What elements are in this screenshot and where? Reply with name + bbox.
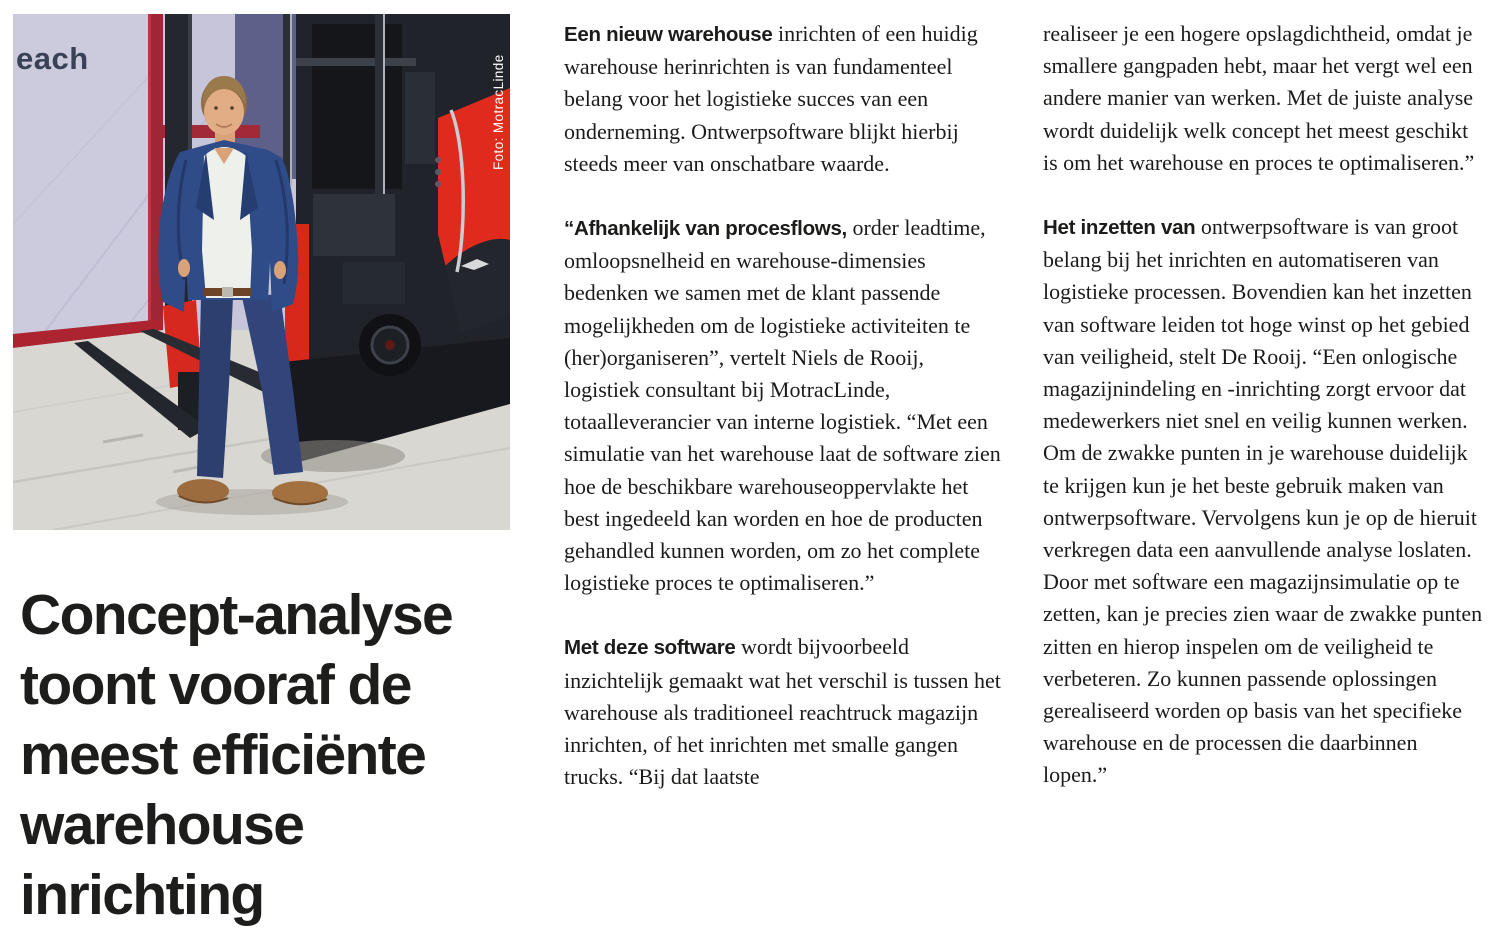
column-middle: [564, 18, 1005, 920]
headline-line: Concept-analyse: [20, 583, 453, 648]
headline-line: warehouse: [20, 793, 304, 858]
face: [204, 89, 244, 135]
paragraph: [1043, 211, 1484, 792]
paragraph-text: order leadtime, omloopsnelheid en warehouse-dimensies bedenken we samen met de klant passende mogelijkheden om de logistieke activiteiten te (her)organiseren”, vertelt Niels de Rooij, logistiek consultant bij MotracLinde, totaalleverancier van interne logistiek. “Met een simulatie van het warehouse laat de software zien hoe de beschikbare warehouseoppervlakte het best ingedeeld kan worden en hoe de producten gehandled kunnen worden, om zo het complete logistieke proces te optimaliseren.”: [564, 215, 1001, 596]
paragraph-text: wordt bijvoorbeeld inzichtelijk gemaakt wat het verschil is tussen het warehouse als traditioneel reachtruck magazijn inrichten, of het inrichten met smalle gangen trucks. “Bij dat laatste: [564, 634, 1001, 790]
forklift-truck: [261, 14, 510, 472]
paragraph-lead: Een nieuw warehouse: [564, 23, 773, 46]
paragraph-text: realiseer je een hogere opslagdichtheid, omdat je smallere gangpaden hebt, maar het vergt wel een andere manier van werken. Met de juiste analyse wordt duidelijk welk concept het meest geschikt is om het warehouse en proces te optimaliseren.”: [1043, 21, 1475, 175]
paragraph-lead: Het inzetten van: [1043, 216, 1196, 240]
paragraph: [564, 212, 1005, 599]
article-photo: [13, 14, 510, 530]
photo-illustration: [13, 14, 510, 530]
paragraph: [1043, 18, 1484, 179]
headline-line: toont vooraf de: [20, 653, 411, 718]
page-title: [20, 580, 540, 930]
column-right: [1043, 18, 1484, 920]
paragraph-lead: “Afhankelijk van procesflows,: [564, 217, 847, 241]
paragraph: [564, 18, 1005, 180]
paragraph-lead: Met deze software: [564, 636, 736, 660]
photo-credit: Foto: MotracLinde: [491, 54, 506, 170]
photo-wall-text-glyph: each: [16, 41, 89, 76]
paragraph-text: ontwerpsoftware is van groot belang bij het inrichten en automatiseren van logistieke processen. Bovendien kan het inzetten van software leiden tot hoge winst op het gebied van veiligheid, stelt De Rooij. “Een onlogische magazijnindeling en -inrichting zorgt ervoor dat medewerkers niet snel en veilig kunnen werken. Om de zwakke punten in je warehouse duidelijk te krijgen kun je het beste gebruik maken van ontwerpsoftware. Vervolgens kun je op de hieruit verkregen data een aanvullende analyse loslaten. Door met software een magazijnsimulatie op te zetten, kan je precies zien waar de zwakke punten zitten en hierop inspelen om de veiligheid te verbeteren. Zo kunnen passende oplossingen gerealiseerd worden op basis van het specifieke warehouse en de processen die daarbinnen lopen.”: [1043, 214, 1483, 788]
headline-line: meest efficiënte: [20, 723, 426, 788]
paragraph: [564, 631, 1005, 793]
headline-line: inrichting: [20, 863, 264, 928]
paragraph-text: inrichten of een huidig warehouse herinrichten is van fundamenteel belang voor het logistieke succes van een onderneming. Ontwerpsoftware blijkt hierbij steeds meer van onschatbare waarde.: [564, 21, 978, 176]
